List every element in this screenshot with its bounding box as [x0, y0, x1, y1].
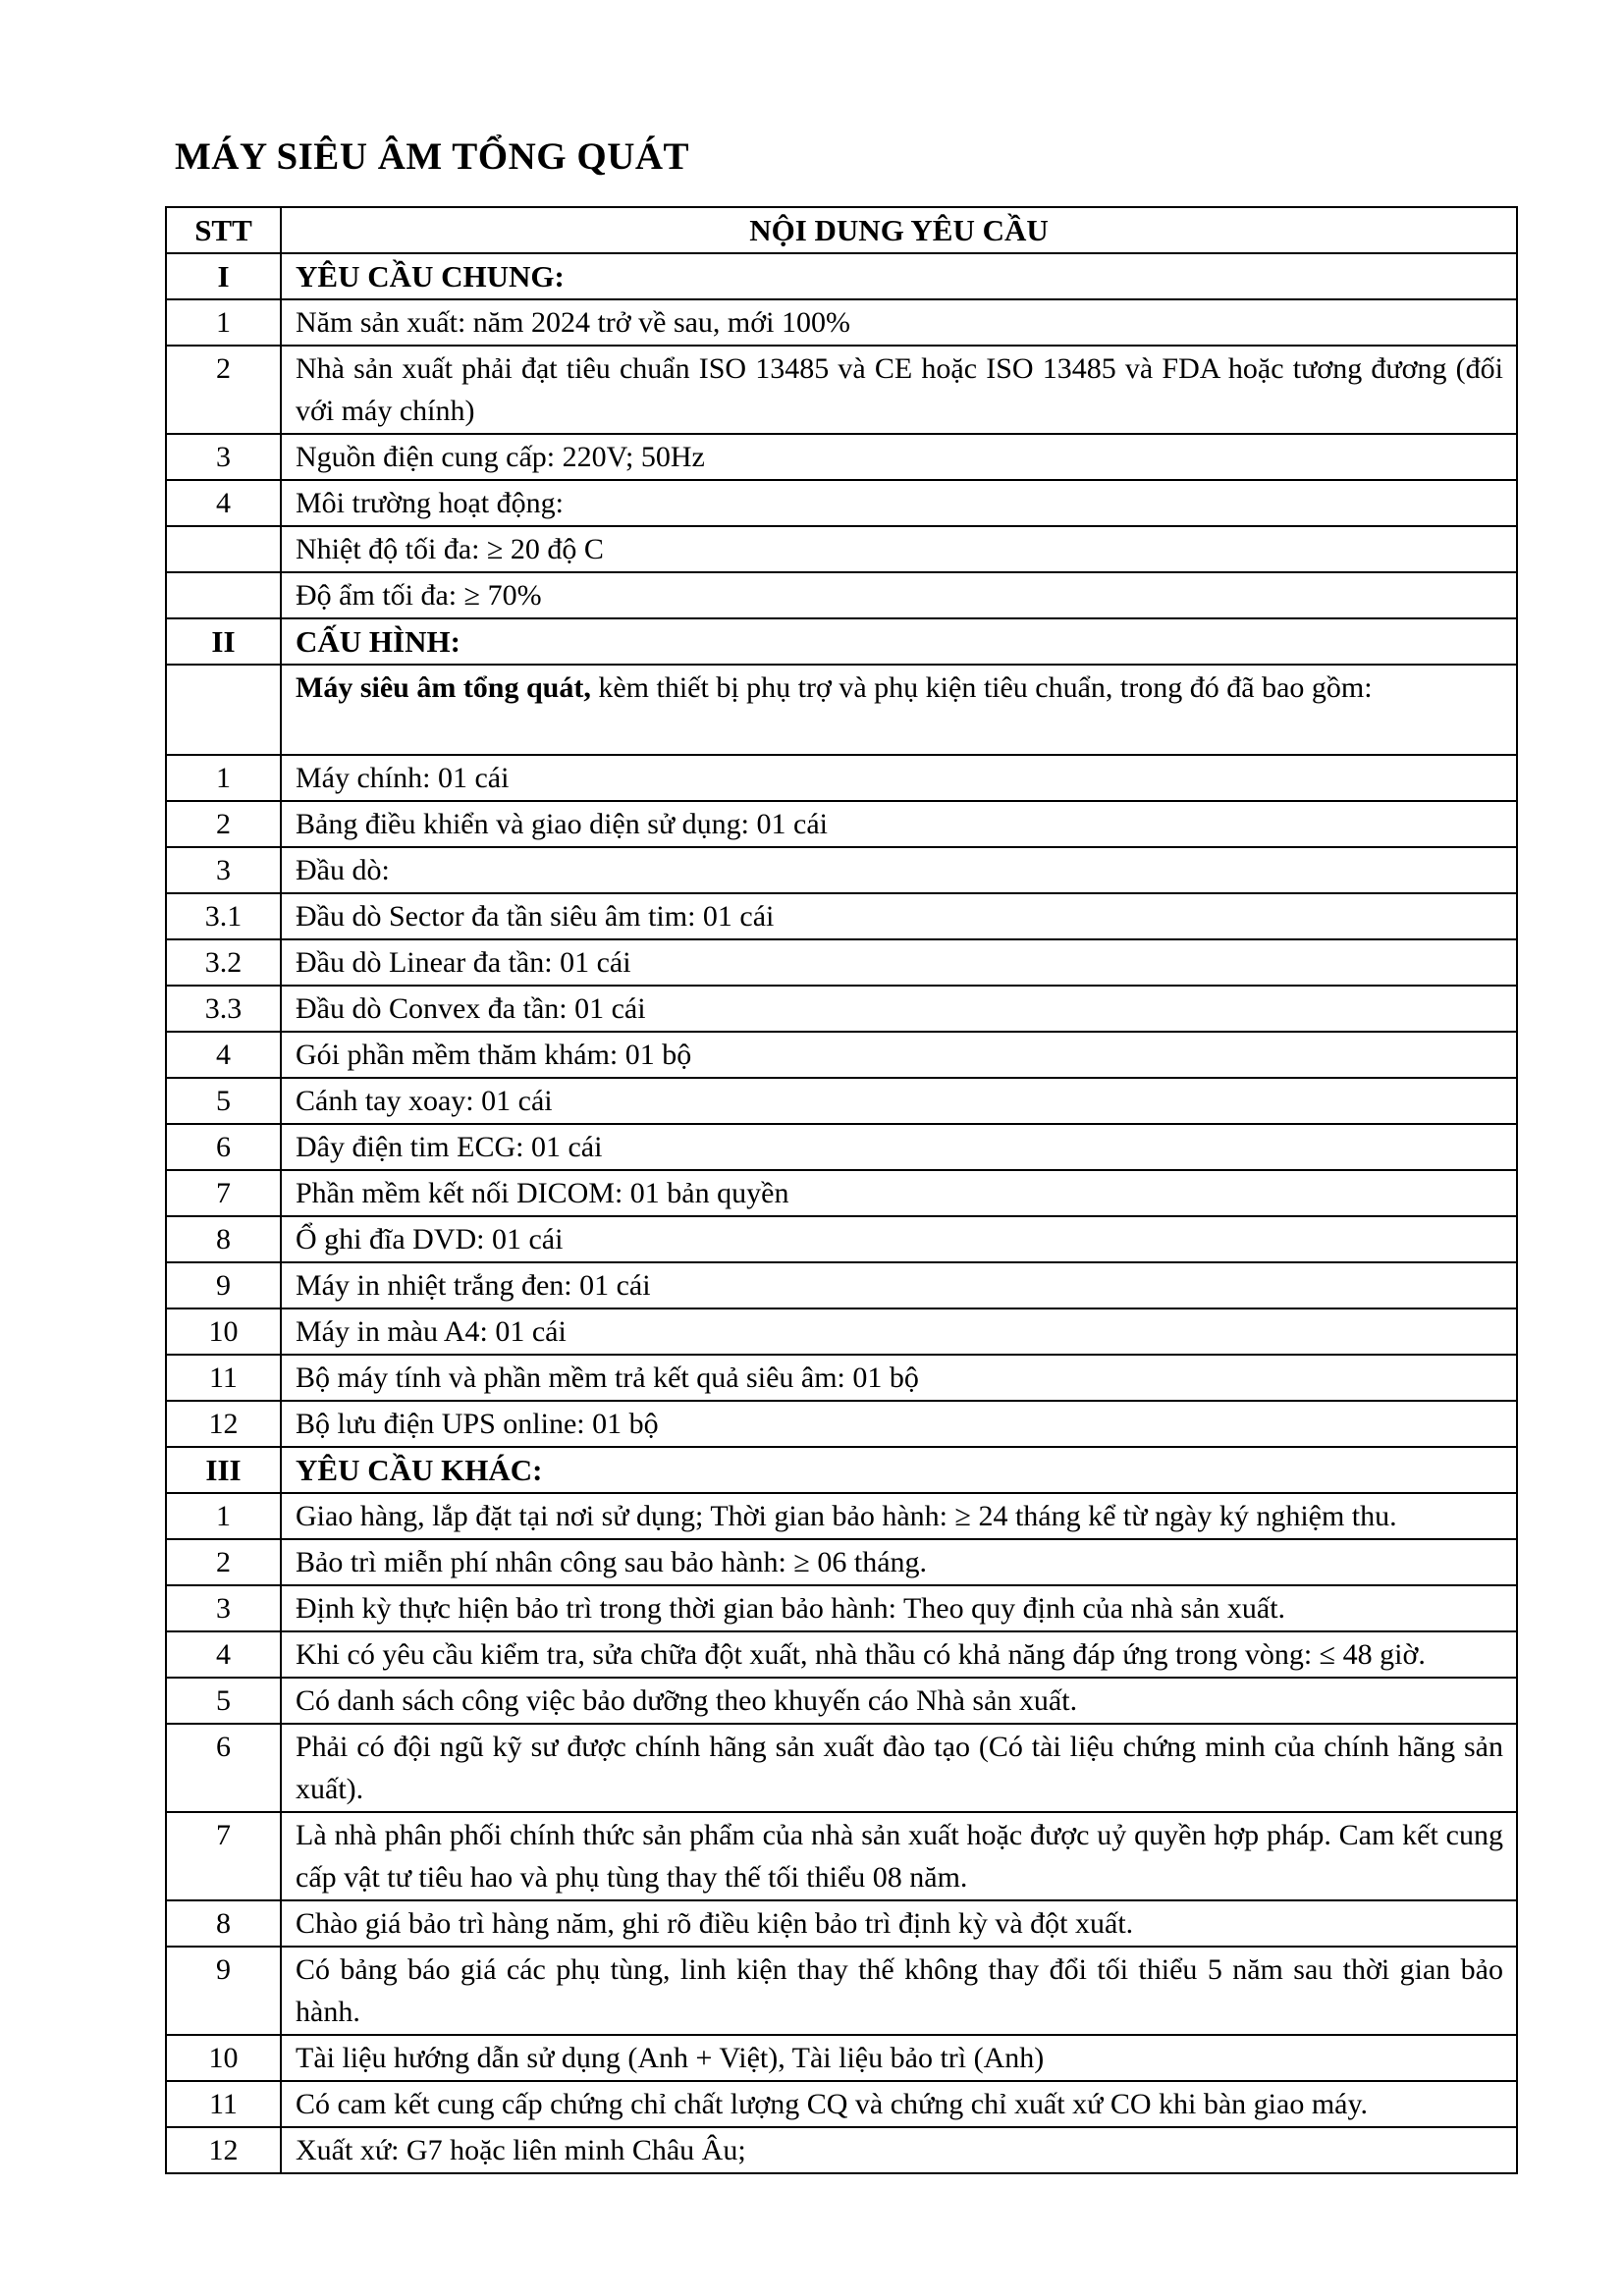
row-number-cell: 7 [166, 1170, 281, 1216]
row-number-cell: 2 [166, 801, 281, 847]
table-row [166, 1170, 1517, 1216]
row-content-cell: YÊU CẦU KHÁC: [281, 1447, 1517, 1493]
row-content-cell: Phải có đội ngũ kỹ sư được chính hãng sản xuất đào tạo (Có tài liệu chứng minh của chính hãng sản xuất). [281, 1724, 1517, 1812]
row-content-cell: Xuất xứ: G7 hoặc liên minh Châu Âu; [281, 2127, 1517, 2173]
row-content-cell: Đầu dò Convex đa tần: 01 cái [281, 986, 1517, 1032]
row-content-cell: Giao hàng, lắp đặt tại nơi sử dụng; Thời gian bảo hành: ≥ 24 tháng kể từ ngày ký nghiệm thu. [281, 1493, 1517, 1539]
row-content-cell: Năm sản xuất: năm 2024 trở về sau, mới 100% [281, 299, 1517, 346]
row-content-cell: Môi trường hoạt động: [281, 480, 1517, 526]
table-row [166, 939, 1517, 986]
row-content-cell [281, 665, 1517, 755]
table-row [166, 2035, 1517, 2081]
table-row [166, 1355, 1517, 1401]
row-number-cell: 11 [166, 2081, 281, 2127]
row-number-cell: 3.1 [166, 893, 281, 939]
row-content-cell: Dây điện tim ECG: 01 cái [281, 1124, 1517, 1170]
table-row [166, 665, 1517, 755]
row-number-cell: 4 [166, 1631, 281, 1678]
table-row [166, 1493, 1517, 1539]
row-content-cell: Đầu dò: [281, 847, 1517, 893]
row-number-cell [166, 665, 281, 755]
row-content-cell: Máy in màu A4: 01 cái [281, 1308, 1517, 1355]
row-content-cell: YÊU CẦU CHUNG: [281, 253, 1517, 299]
row-number-cell: 3.3 [166, 986, 281, 1032]
table-body [166, 253, 1517, 2173]
row-content-cell: Là nhà phân phối chính thức sản phẩm của nhà sản xuất hoặc được uỷ quyền hợp pháp. Cam kết cung cấp vật tư tiêu hao và phụ tùng thay thế tối thiểu 08 năm. [281, 1812, 1517, 1900]
requirements-table [165, 206, 1518, 2174]
row-number-cell: 4 [166, 1032, 281, 1078]
table-row [166, 2081, 1517, 2127]
table-row [166, 1724, 1517, 1812]
row-content-cell: Đầu dò Sector đa tần siêu âm tim: 01 cái [281, 893, 1517, 939]
row-content-cell: Độ ẩm tối đa: ≥ 70% [281, 572, 1517, 618]
row-number-cell: 1 [166, 299, 281, 346]
table-row [166, 1631, 1517, 1678]
table-row [166, 2127, 1517, 2173]
row-content-cell: Chào giá bảo trì hàng năm, ghi rõ điều kiện bảo trì định kỳ và đột xuất. [281, 1900, 1517, 1947]
row-number-cell: 1 [166, 1493, 281, 1539]
row-content-cell: Định kỳ thực hiện bảo trì trong thời gian bảo hành: Theo quy định của nhà sản xuất. [281, 1585, 1517, 1631]
table-row [166, 572, 1517, 618]
row-number-cell: 5 [166, 1078, 281, 1124]
row-number-cell: 5 [166, 1678, 281, 1724]
section-row [166, 618, 1517, 665]
row-content-cell: Có bảng báo giá các phụ tùng, linh kiện thay thế không thay đổi tối thiểu 5 năm sau thời gian bảo hành. [281, 1947, 1517, 2035]
row-content-cell: Có danh sách công việc bảo dưỡng theo khuyến cáo Nhà sản xuất. [281, 1678, 1517, 1724]
row-content-cell: Nguồn điện cung cấp: 220V; 50Hz [281, 434, 1517, 480]
table-row [166, 1032, 1517, 1078]
row-content-cell: Nhà sản xuất phải đạt tiêu chuẩn ISO 13485 và CE hoặc ISO 13485 và FDA hoặc tương đương (đối với máy chính) [281, 346, 1517, 434]
row-number-cell: 3 [166, 1585, 281, 1631]
table-row [166, 1539, 1517, 1585]
row-number-cell: 2 [166, 346, 281, 434]
row-number-cell: 6 [166, 1124, 281, 1170]
row-content-cell: Máy in nhiệt trắng đen: 01 cái [281, 1262, 1517, 1308]
row-content-cell: Đầu dò Linear đa tần: 01 cái [281, 939, 1517, 986]
table-row [166, 1078, 1517, 1124]
column-header-stt: STT [166, 207, 281, 253]
row-content-cell: Bảo trì miễn phí nhân công sau bảo hành: ≥ 06 tháng. [281, 1539, 1517, 1585]
table-row [166, 986, 1517, 1032]
row-number-cell: 6 [166, 1724, 281, 1812]
row-content-cell: CẤU HÌNH: [281, 618, 1517, 665]
row-number-cell: 8 [166, 1900, 281, 1947]
table-header-row [166, 207, 1517, 253]
row-number-cell: 9 [166, 1262, 281, 1308]
table-row [166, 1308, 1517, 1355]
table-row [166, 1124, 1517, 1170]
row-number-cell: 3 [166, 434, 281, 480]
table-row [166, 1216, 1517, 1262]
row-content-cell: Nhiệt độ tối đa: ≥ 20 độ C [281, 526, 1517, 572]
row-number-cell: 8 [166, 1216, 281, 1262]
row-number-cell: 4 [166, 480, 281, 526]
table-row [166, 893, 1517, 939]
row-number-cell: II [166, 618, 281, 665]
row-content-cell: Khi có yêu cầu kiểm tra, sửa chữa đột xuất, nhà thầu có khả năng đáp ứng trong vòng: ≤ 48 giờ. [281, 1631, 1517, 1678]
row-content-cell: Tài liệu hướng dẫn sử dụng (Anh + Việt), Tài liệu bảo trì (Anh) [281, 2035, 1517, 2081]
table-row [166, 1678, 1517, 1724]
row-content-cell: Phần mềm kết nối DICOM: 01 bản quyền [281, 1170, 1517, 1216]
table-row [166, 801, 1517, 847]
row-number-cell: 7 [166, 1812, 281, 1900]
table-row [166, 1401, 1517, 1447]
row-number-cell: 10 [166, 2035, 281, 2081]
section-row [166, 1447, 1517, 1493]
row-number-cell: 12 [166, 2127, 281, 2173]
row-number-cell: 12 [166, 1401, 281, 1447]
row-number-cell: 2 [166, 1539, 281, 1585]
row-content-text: kèm thiết bị phụ trợ và phụ kiện tiêu chuẩn, trong đó đã bao gồm: [590, 670, 1373, 704]
row-content-cell: Ổ ghi đĩa DVD: 01 cái [281, 1216, 1517, 1262]
row-content-cell: Cánh tay xoay: 01 cái [281, 1078, 1517, 1124]
table-row [166, 755, 1517, 801]
table-row [166, 847, 1517, 893]
row-content-lead: Máy siêu âm tổng quát, [296, 670, 591, 704]
row-number-cell: 3.2 [166, 939, 281, 986]
row-content-cell: Bộ máy tính và phần mềm trả kết quả siêu âm: 01 bộ [281, 1355, 1517, 1401]
table-row [166, 1900, 1517, 1947]
table-row [166, 526, 1517, 572]
section-row [166, 253, 1517, 299]
row-number-cell: 10 [166, 1308, 281, 1355]
row-content-cell: Bộ lưu điện UPS online: 01 bộ [281, 1401, 1517, 1447]
table-row [166, 346, 1517, 434]
row-content-cell: Có cam kết cung cấp chứng chỉ chất lượng CQ và chứng chỉ xuất xứ CO khi bàn giao máy. [281, 2081, 1517, 2127]
page-title: MÁY SIÊU ÂM TỔNG QUÁT [175, 135, 690, 178]
row-number-cell: 3 [166, 847, 281, 893]
table-row [166, 434, 1517, 480]
table-row [166, 1947, 1517, 2035]
table-row [166, 299, 1517, 346]
row-number-cell [166, 526, 281, 572]
row-number-cell: III [166, 1447, 281, 1493]
row-number-cell: 11 [166, 1355, 281, 1401]
row-number-cell: 1 [166, 755, 281, 801]
table-row [166, 1585, 1517, 1631]
table-row [166, 1812, 1517, 1900]
table-row [166, 480, 1517, 526]
row-content-cell: Máy chính: 01 cái [281, 755, 1517, 801]
row-content-cell: Bảng điều khiển và giao diện sử dụng: 01 cái [281, 801, 1517, 847]
row-number-cell: 9 [166, 1947, 281, 2035]
table-row [166, 1262, 1517, 1308]
column-header-content: NỘI DUNG YÊU CẦU [281, 207, 1517, 253]
row-number-cell [166, 572, 281, 618]
row-number-cell: I [166, 253, 281, 299]
row-content-cell: Gói phần mềm thăm khám: 01 bộ [281, 1032, 1517, 1078]
